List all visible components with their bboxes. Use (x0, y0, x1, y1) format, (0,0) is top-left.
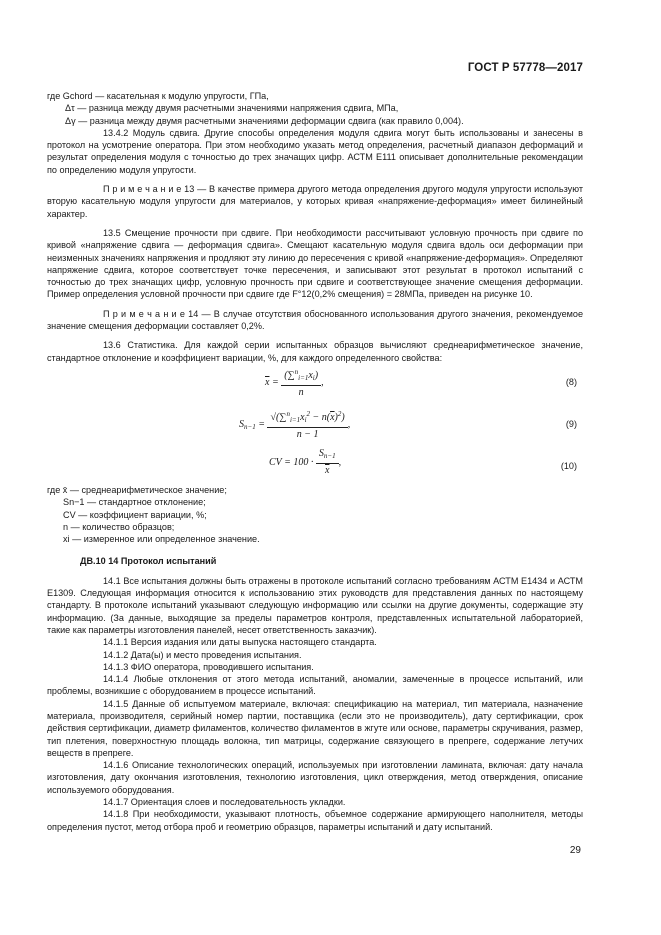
note-14-label: П р и м е ч а н и е (103, 308, 185, 319)
formula-10-number: (10) (560, 460, 577, 471)
formula-8 (47, 364, 583, 406)
item-14-1-6: 14.1.6 Описание технологических операций, используемых при изготовлении ламината, включая: дату начала изготовления, дату окончания изготовления, технологию изготовления, цикл отверждения, метод отверждения, описание используемого оборудования. (47, 760, 583, 795)
formula-9-expr: $S_{n-1}$ = $\frac{√(\sum^n_{i=1}x_i^2 - n(\overline{x})^2)}{n - 1}$ , (239, 409, 351, 441)
def-g-chord: где Gchord — касательная к модулю упругости, ГПа, (47, 91, 269, 101)
def-dtau: Δτ — разница между двумя расчетными значениями напряжения сдвига, МПа, (65, 103, 399, 114)
note-14-text: 14 — В случае отсутствия обоснованного использования другого значения, рекомендуемое значение смещения деформации составляет 0,2%. (47, 308, 584, 332)
para-14-1: 14.1 Все испытания должны быть отражены в протоколе испытаний согласно требованиям АСТМ Е1434 и АСТМ Е1309. Следующая информация относится к использованию этих руководств для представления данных по настоящему стандарту. В протоколе испытаний указывают следующую информацию или ссылки на другие документы, содержащие эту информацию. (За данные, выходящие за пределы параметров контроля, представленных испытательной лабораторией, такие как параметры изготовления панелей, несет ответственность заказчик). (47, 575, 583, 635)
def-s: Sn−1 — стандартное отклонение; (63, 497, 206, 508)
def-n: n — количество образцов; (63, 521, 175, 532)
formula-10-expr: CV = 100 · $\frac{S_{n-1}}{x}$ , (269, 447, 342, 477)
formula-8-expr: $\overline{x}$ = $\frac{(\sum^n_{i=1}x_i)}{n}$ , (265, 367, 324, 399)
item-14-1-5: 14.1.5 Данные об испытуемом материале, включая: спецификацию на материал, тип материала, назначение материала, производителя, серийный номер партии, поставщика (если это не производитель), дату сертификации, срок действия сертификации, диаметр филаментов, количество филаментов в жгуте или основе, параметры скручивания, размер, тип плетения, поверхностную площадь волокна, тип матрицы, содержание связующего в препреге, содержание летучих веществ в препреге. (47, 698, 583, 758)
note-13-label: П р и м е ч а н и е (103, 184, 182, 195)
item-14-1-1: 14.1.1 Версия издания или даты выпуска настоящего стандарта. (103, 637, 377, 648)
note-13-text: 13 — В качестве примера другого метода определения другого модуля упругости используют вторую касательную модуля упругости для материалов, у которых кривая «напряжение-деформация» имеет билинейный характер. (47, 184, 584, 219)
def-xbar: где x̄ — среднеарифметическое значение; (47, 484, 227, 495)
note-13 (47, 183, 583, 220)
page-content (47, 90, 583, 833)
formula-9 (47, 406, 583, 448)
formula-10 (47, 448, 583, 484)
item-14-1-3: 14.1.3 ФИО оператора, проводившего испытания. (103, 661, 314, 672)
standard-header: ГОСТ Р 57778—2017 (467, 62, 583, 74)
item-14-1-7: 14.1.7 Ориентация слоев и последовательность укладки. (103, 797, 346, 808)
item-14-1-4: 14.1.4 Любые отклонения от этого метода испытаний, аномалии, замеченные в процессе испытаний, или проблемы, возникшие с оборудованием в процессе испытаний. (47, 674, 583, 697)
def-xi: xi — измеренное или определенное значение. (63, 534, 260, 545)
item-14-1-2: 14.1.2 Дата(ы) и место проведения испытания. (103, 649, 302, 660)
para-13-4-2: 13.4.2 Модуль сдвига. Другие способы определения модуля сдвига могут быть использованы и занесены в протокол на усмотрение оператора. При этом необходимо указать метод определения, расчетный диапазон деформаций и результат определения модуля с точностью до трех значащих цифр. АСТМ Е111 описывает дополнительные рекомендации по определению модуля упругости. (47, 127, 583, 175)
para-13-6: 13.6 Статистика. Для каждой серии испытанных образцов вычисляют среднеарифметическое значение, стандартное отклонение и коэффициент вариации, %, для каждого определенного свойства: (47, 340, 583, 363)
def-dgamma: Δγ — разница между двумя расчетными значениями деформации сдвига (как правило 0,004). (65, 115, 464, 126)
item-14-1-8: 14.1.8 При необходимости, указывают плотность, объемное содержание армирующего наполнителя, методы определения пустот, метод отбора проб и геометрию образцов, параметры испытаний и дату испытаний. (47, 809, 583, 832)
formula-8-number: (8) (565, 376, 577, 387)
formula-9-number: (9) (565, 418, 577, 429)
def-cv: CV — коэффициент вариации, %; (63, 509, 207, 520)
para-13-5: 13.5 Смещение прочности при сдвиге. При необходимости рассчитывают условную прочность при сдвиге по кривой «напряжение сдвига — деформация сдвига». Смещают касательную модуля сдвига вдоль оси деформации при неизменных значениях напряжения и продляют эту линию до пересечения с кривой «напряжение-деформация». Определяют напряжение сдвига, которое соответствует точке пересечения, и записывают этот результат в протокол испытаний с точностью до трех значащих цифр, условную прочность при сдвиге и соответствующее значение смещения деформации. Пример определения условной прочности при сдвиге где F°12(0,2% смещения) = 28МПа, приведен на рисунке 10. (47, 227, 583, 300)
note-14 (47, 308, 583, 333)
section-heading: ДВ.10 14 Протокол испытаний (80, 556, 217, 567)
page-number: 29 (569, 845, 581, 856)
